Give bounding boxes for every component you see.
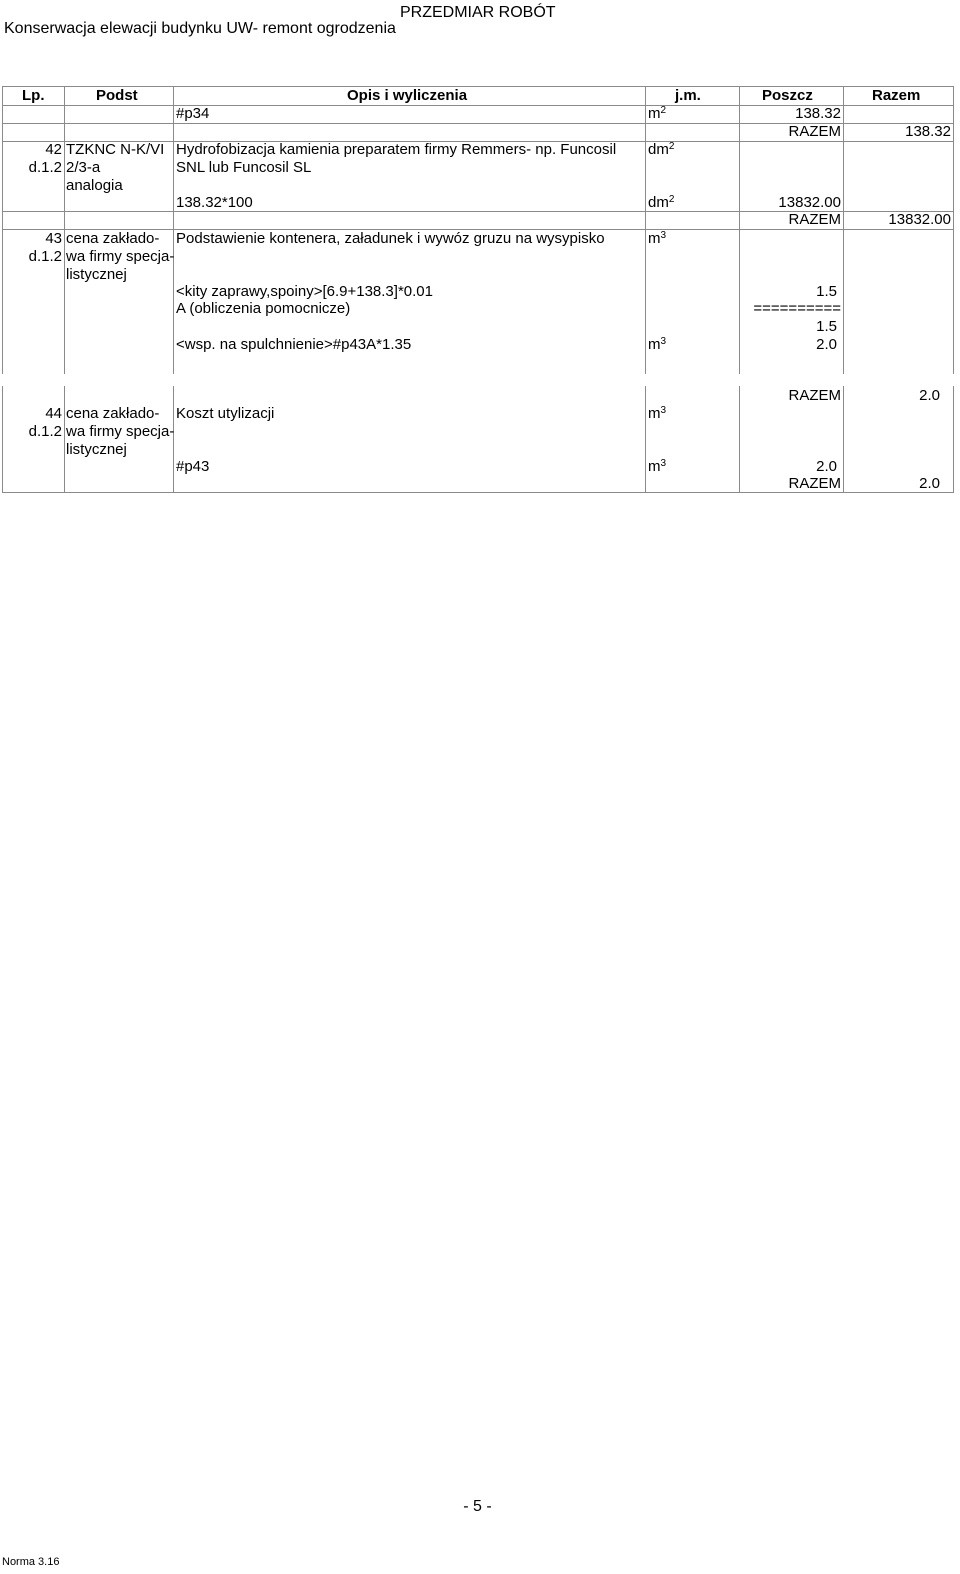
grid-line: [2, 86, 3, 374]
grid-line: [173, 86, 174, 374]
col-header-opis: Opis i wyliczenia: [347, 87, 468, 104]
description-line: Koszt utylizacji: [176, 405, 275, 422]
grid-line: [2, 386, 3, 493]
item-number: 43: [45, 230, 62, 247]
grid-line: [64, 386, 65, 493]
razem-label: RAZEM: [788, 387, 841, 404]
description-line: Podstawienie kontenera, załadunek i wywóz gruzu na wysypisko: [176, 230, 605, 247]
unit: $m^3$: [648, 230, 667, 247]
item-section: d.1.2: [28, 423, 62, 440]
razem-value: 2.0: [919, 475, 940, 492]
podst-line: cena zakłado-: [66, 405, 160, 422]
calc-value: 2.0: [816, 336, 837, 353]
calc-value: 2.0: [816, 458, 837, 475]
unit: $m^2$: [648, 105, 667, 122]
podst-line: listycznej: [66, 441, 127, 458]
podst-line: listycznej: [66, 266, 127, 283]
unit: $m^3$: [648, 458, 667, 475]
software-version: Norma 3.16: [2, 1556, 60, 1568]
razem-label: RAZEM: [788, 475, 841, 492]
razem-value: 138.32: [905, 123, 951, 140]
calc-formula: #p34: [176, 105, 210, 122]
unit: $dm^2$: [648, 141, 675, 158]
calc-value: 1.5: [816, 283, 837, 300]
podst-line: wa firmy specja-: [66, 423, 175, 440]
razem-value: 2.0: [919, 387, 940, 404]
calc-value: 138.32: [795, 105, 841, 122]
calc-formula: #p43: [176, 458, 210, 475]
unit: $m^3$: [648, 336, 667, 353]
item-number: 42: [45, 141, 62, 158]
col-header-poszcz: Poszcz: [762, 87, 813, 104]
document-type: PRZEDMIAR ROBÓT: [400, 4, 556, 21]
razem-label: RAZEM: [788, 123, 841, 140]
col-header-lp: Lp.: [22, 87, 45, 104]
podst-line: wa firmy specja-: [66, 248, 175, 265]
razem-label: RAZEM: [788, 211, 841, 228]
col-header-podst: Podst: [96, 87, 138, 104]
description-line: SNL lub Funcosil SL: [176, 159, 312, 176]
calc-value: 13832.00: [778, 194, 841, 211]
grid-line: [953, 86, 954, 374]
item-number: 44: [45, 405, 62, 422]
calc-label: A (obliczenia pomocnicze): [176, 300, 351, 317]
razem-value: 13832.00: [888, 211, 951, 228]
podst-line: 2/3-a: [66, 159, 101, 176]
calc-separator: ==========: [753, 300, 841, 317]
calc-formula: 138.32*100: [176, 194, 253, 211]
grid-line: [739, 86, 740, 374]
grid-line: [645, 386, 646, 493]
grid-line: [64, 86, 65, 374]
page-number: - 5 -: [463, 1498, 492, 1515]
calc-formula: <wsp. na spulchnienie>#p43A*1.35: [176, 336, 412, 353]
podst-line: TZKNC N-K/VI: [66, 141, 165, 158]
col-header-jm: j.m.: [675, 87, 701, 104]
grid-line: [953, 386, 954, 493]
description-line: Hydrofobizacja kamienia preparatem firmy Remmers- np. Funcosil: [176, 141, 617, 158]
unit: $m^3$: [648, 405, 667, 422]
grid-line: [843, 86, 844, 374]
podst-line: analogia: [66, 177, 123, 194]
document-title: Konserwacja elewacji budynku UW- remont ogrodzenia: [4, 20, 396, 37]
calc-value: 1.5: [816, 318, 837, 335]
unit: $dm^2$: [648, 194, 675, 211]
podst-line: cena zakłado-: [66, 230, 160, 247]
item-section: d.1.2: [28, 159, 62, 176]
grid-line: [645, 86, 646, 374]
item-section: d.1.2: [28, 248, 62, 265]
grid-line: [739, 386, 740, 493]
grid-line: [843, 386, 844, 493]
col-header-razem: Razem: [872, 87, 921, 104]
calc-formula: <kity zaprawy,spoiny>[6.9+138.3]*0.01: [176, 283, 433, 300]
